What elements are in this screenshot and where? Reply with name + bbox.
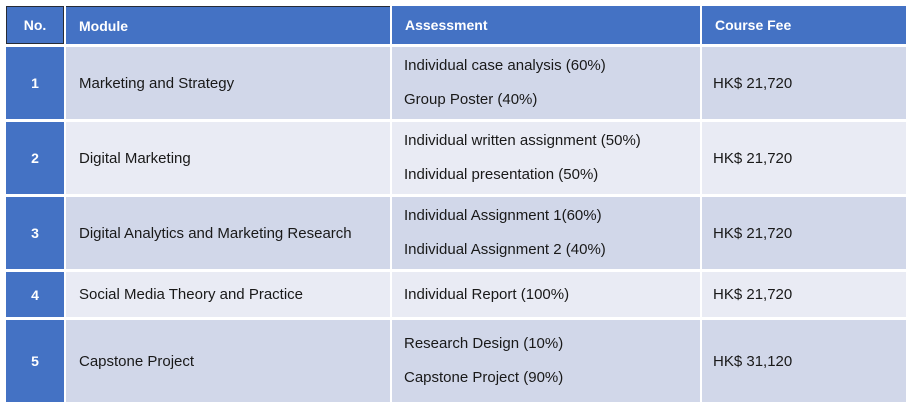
module-cell: Capstone Project	[66, 320, 390, 402]
course-fee-cell: HK$ 21,720	[702, 197, 906, 269]
table-row	[6, 320, 906, 402]
assessment-cell	[392, 320, 700, 402]
module-cell: Social Media Theory and Practice	[66, 272, 390, 317]
course-fee-cell: HK$ 21,720	[702, 122, 906, 194]
assessment-lines	[404, 57, 700, 109]
assessment-line: Individual Assignment 2 (40%)	[404, 241, 606, 258]
assessment-lines	[404, 286, 700, 304]
row-number-cell: 1	[6, 47, 64, 119]
assessment-lines	[404, 207, 700, 259]
assessment-line: Individual case analysis (60%)	[404, 57, 606, 74]
course-fee-cell: HK$ 21,720	[702, 272, 906, 317]
assessment-line: Research Design (10%)	[404, 335, 564, 352]
assessment-line: Individual Report (100%)	[404, 285, 570, 303]
row-number-cell: 2	[6, 122, 64, 194]
row-number-cell: 3	[6, 197, 64, 269]
column-header-course-fee: Course Fee	[702, 6, 906, 44]
row-number-cell: 4	[6, 272, 64, 317]
assessment-line: Individual Assignment 1(60%)	[404, 207, 602, 224]
assessment-lines	[404, 132, 700, 184]
assessment-line: Capstone Project (90%)	[404, 369, 564, 386]
table-body	[6, 47, 906, 402]
assessment-cell	[392, 47, 700, 119]
assessment-cell	[392, 122, 700, 194]
assessment-line: Group Poster (40%)	[404, 91, 538, 108]
column-header-no: No.	[6, 6, 64, 44]
assessment-cell	[392, 197, 700, 269]
course-fee-table	[4, 3, 908, 405]
table-row	[6, 122, 906, 194]
header-row	[6, 6, 906, 44]
module-cell: Digital Analytics and Marketing Research	[66, 197, 390, 269]
table-row	[6, 47, 906, 119]
table-row	[6, 272, 906, 317]
module-cell: Marketing and Strategy	[66, 47, 390, 119]
column-header-assessment: Assessment	[392, 6, 700, 44]
assessment-lines	[404, 335, 700, 387]
column-header-module: Module	[66, 6, 390, 44]
table-row	[6, 197, 906, 269]
assessment-line: Individual presentation (50%)	[404, 166, 599, 183]
course-fee-cell: HK$ 21,720	[702, 47, 906, 119]
module-cell: Digital Marketing	[66, 122, 390, 194]
assessment-cell	[392, 272, 700, 317]
row-number-cell: 5	[6, 320, 64, 402]
course-fee-cell: HK$ 31,120	[702, 320, 906, 402]
assessment-line: Individual written assignment (50%)	[404, 132, 641, 149]
